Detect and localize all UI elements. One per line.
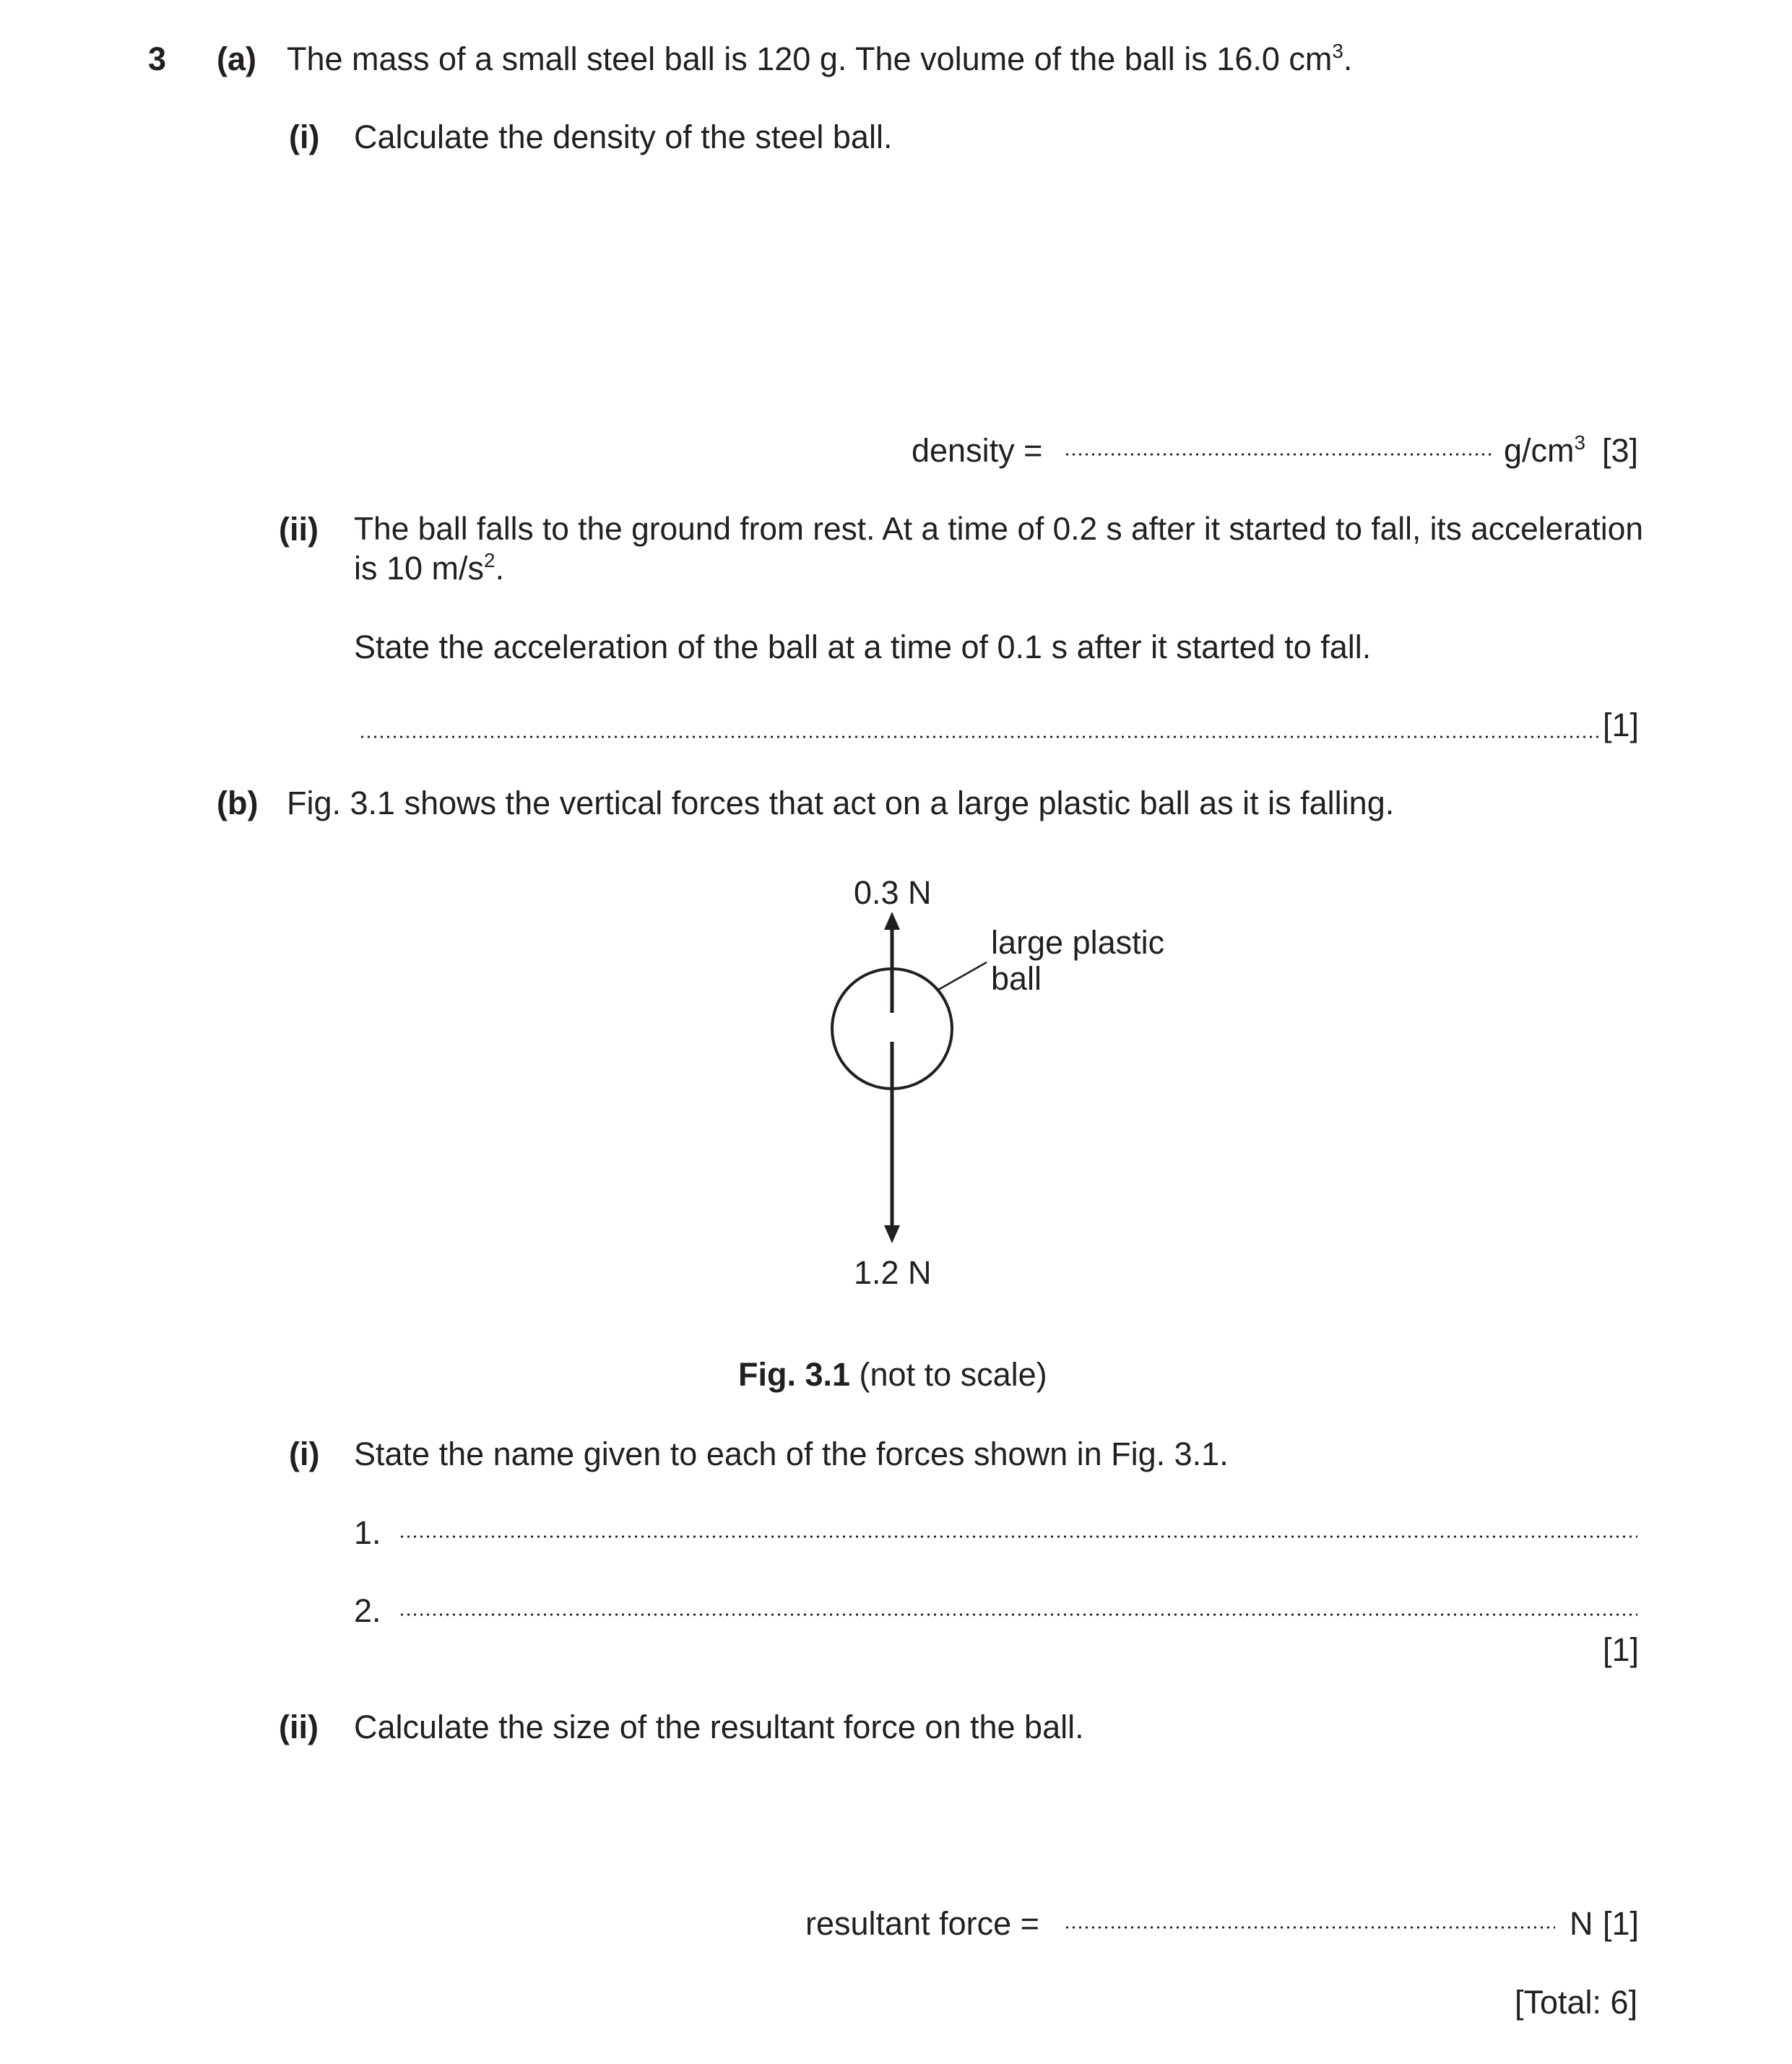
part-b-ii-text: Calculate the size of the resultant force on the ball. [354,1709,1084,1745]
ball-label-line1: large plastic [991,924,1165,961]
resultant-answer-line[interactable] [1064,1925,1555,1930]
part-a-ii-line2: is 10 $m/s^2$. [354,548,505,587]
force-name-answer-line-1[interactable] [399,1534,1637,1539]
force-name-item-2: 2. [354,1592,381,1629]
upward-force-arrowhead [884,912,900,930]
part-b-i-label: (i) [289,1435,320,1472]
acceleration-marks: [1] [1603,707,1640,743]
force-name-answer-line-2[interactable] [399,1612,1637,1617]
part-a-ii-line1: The ball falls to the ground from rest. At a time of 0.2 s after it started to fall, its acceleration [354,511,1644,547]
part-a-stem: The mass of a small steel ball is 120 g. The volume of the ball is 16.0 $cm^3$. [287,39,1353,77]
part-b-ii-label: (ii) [279,1709,319,1745]
upward-force-label: 0.3 N [854,874,932,911]
density-answer-label: density = [912,432,1043,469]
force-name-item-1: 1. [354,1514,381,1551]
resultant-answer-label: resultant force = [805,1905,1039,1942]
resultant-unit: N [1570,1905,1593,1942]
part-b-stem: Fig. 3.1 shows the vertical forces that act on a large plastic ball as it is falling. [287,785,1395,821]
question-number: 3 [148,40,167,77]
resultant-marks: [1] [1603,1905,1640,1942]
part-a-label: (a) [217,40,256,77]
force-name-marks: [1] [1603,1631,1640,1668]
ball-label-leader-line [938,962,987,990]
part-a-ii-label: (ii) [279,511,319,548]
downward-force-label: 1.2 N [854,1254,932,1291]
figure-caption: Fig. 3.1 (not to scale) [738,1356,1047,1393]
part-a-i-text: Calculate the density of the steel ball. [354,118,893,155]
part-a-i-label: (i) [289,118,320,155]
part-a-ii-instruction: State the acceleration of the ball at a time of 0.1 s after it started to fall. [354,629,1372,665]
density-marks: [3] [1602,432,1639,469]
question-total: [Total: 6] [1515,1984,1638,2021]
downward-force-arrowhead [884,1225,900,1243]
part-b-i-text: State the name given to each of the forces shown in Fig. 3.1. [354,1435,1229,1472]
part-b-label: (b) [217,785,259,821]
density-unit: $g/cm^3$ [1504,431,1586,469]
ball-label-line2: ball [991,960,1042,997]
